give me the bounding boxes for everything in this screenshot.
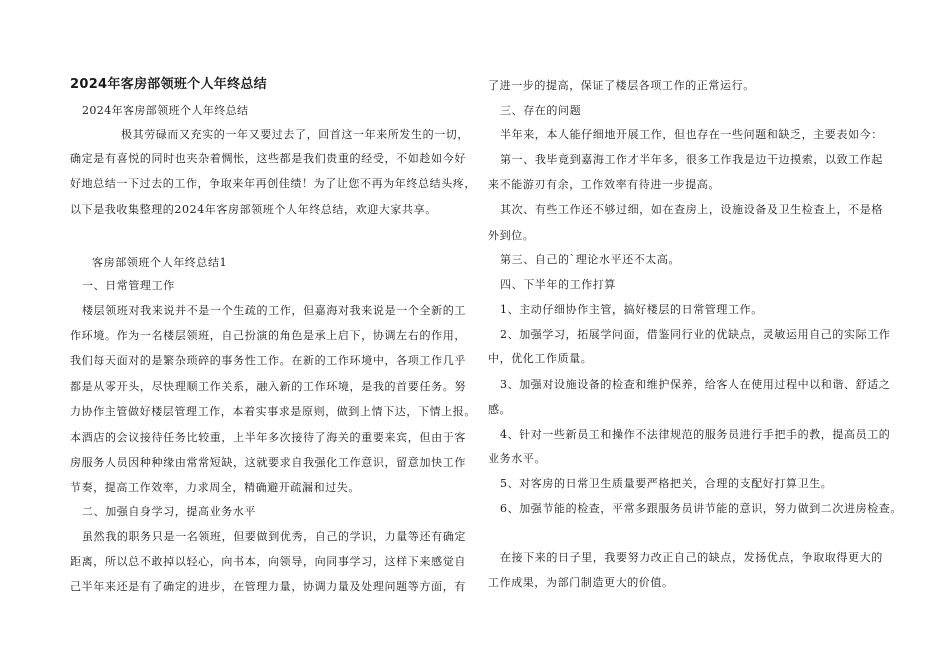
plan-4-line-2: 业务水平。 [488,452,546,465]
para1-line-6: 本酒店的会议接待任务比较重，上半年多次接待了海关的重要来宾，但由于客 [70,431,466,444]
problems-intro: 半年来，本人能仔细地开展工作，但也存在一些问题和缺乏，主要表如今： [500,128,883,141]
para1-line-2: 作环境。作为一名楼层领班，自己扮演的角色是承上启下，协调左右的作用， [70,329,466,342]
para1-line-7: 房服务人员因种种缘由常常短缺，这就要求自我强化工作意识，留意加快工作 [70,456,466,469]
plan-2-line-1: 2、加强学习，拓展学问面，借鉴同行业的优缺点，灵敏运用自己的实际工作 [500,328,891,341]
para2-line-3: 己半年来还是有了确定的进步，在管理力量，协调力量及处理问题等方面，有 [70,580,466,593]
problem-3: 第三、自己的`理论水平还不太高。 [500,253,681,266]
para1-line-5: 力协作主管做好楼层管理工作，本着实事求是原则，做到上情下达，下情上报。 [70,405,476,418]
document-title: 2024年客房部领班个人年终总结 [70,77,267,92]
para1-line-3: 我们每天面对的是繁杂琐碎的事务性工作。在新的工作环境中，各项工作几乎 [70,354,466,367]
continued-line: 了进一步的提高，保证了楼层各项工作的正常运行。 [488,79,755,92]
intro-line-2: 确定是有喜悦的同时也夹杂着惆怅，这些都是我们贵重的经受，不如趁如今好 [70,152,466,165]
para1-line-8: 节奏，提高工作效率，力求周全，精确避开疏漏和过失。 [70,481,360,494]
plan-3-line-2: 感。 [488,403,512,416]
subtitle: 2024年客房部领班个人年终总结 [82,104,249,117]
section-heading-summary-1: 客房部领班个人年终总结1 [92,256,228,269]
intro-line-3: 好地总结一下过去的工作，争取来年再创佳绩！为了让您不再为年终总结头疼， [70,177,476,190]
plan-2-line-2: 中，优化工作质量。 [488,352,593,365]
closing-line-2: 工作成果，为部门制造更大的价值。 [488,576,674,589]
plan-3-line-1: 3、加强对设施设备的检查和维护保养，给客人在使用过程中以和谐、舒适之 [500,378,891,391]
problem-2-line-2: 外到位。 [488,229,535,242]
plan-4-line-1: 4、针对一些新员工和操作不法律规范的服务员进行手把手的教，提高员工的 [500,428,891,441]
closing-line-1: 在接下来的日子里，我要努力改正自己的缺点，发扬优点，争取取得更大的 [500,551,883,564]
para1-line-1: 楼层领班对我来说并不是一个生疏的工作，但嘉海对我来说是一个全新的工 [82,304,466,317]
heading-plans: 四、下半年的工作打算 [500,278,616,291]
problem-2-line-1: 其次、有些工作还不够过细，如在查房上，设施设备及卫生检查上，不是格 [500,203,883,216]
para2-line-2: 距离，所以总不敢掉以轻心，向书本，向领导，向同事学习，这样下来感觉自 [70,555,466,568]
plan-5: 5、对客房的日常卫生质量要严格把关，合理的支配好打算卫生。 [500,477,833,490]
para2-line-1: 虽然我的职务只是一名领班，但要做到优秀，自己的学识，力量等还有确定 [82,530,466,543]
problem-1-line-1: 第一、我毕竟到嘉海工作才半年多，很多工作我是边干边摸索，以致工作起 [500,153,883,166]
heading-self-study: 二、加强自身学习，提高业务水平 [82,505,256,518]
plan-1: 1、主动仔细协作主管，搞好楼层的日常管理工作。 [500,303,763,316]
para1-line-4: 都是从零开头，尽快理顺工作关系，融入新的工作环境，是我的首要任务。努 [70,380,466,393]
heading-problems: 三、存在的问题 [500,104,582,117]
heading-daily-management: 一、日常管理工作 [82,279,175,292]
intro-line-4: 以下是我收集整理的2024年客房部领班个人年终总结，欢迎大家共享。 [70,203,437,216]
problem-1-line-2: 来不能游刃有余，工作效率有待进一步提高。 [488,178,720,191]
intro-line-1: 极其劳碌而又充实的一年又要过去了，回首这一年来所发生的一切， [121,128,469,141]
plan-6: 6、加强节能的检查，平常多跟服务员讲节能的意识，努力做到二次进房检查。 [500,502,902,515]
